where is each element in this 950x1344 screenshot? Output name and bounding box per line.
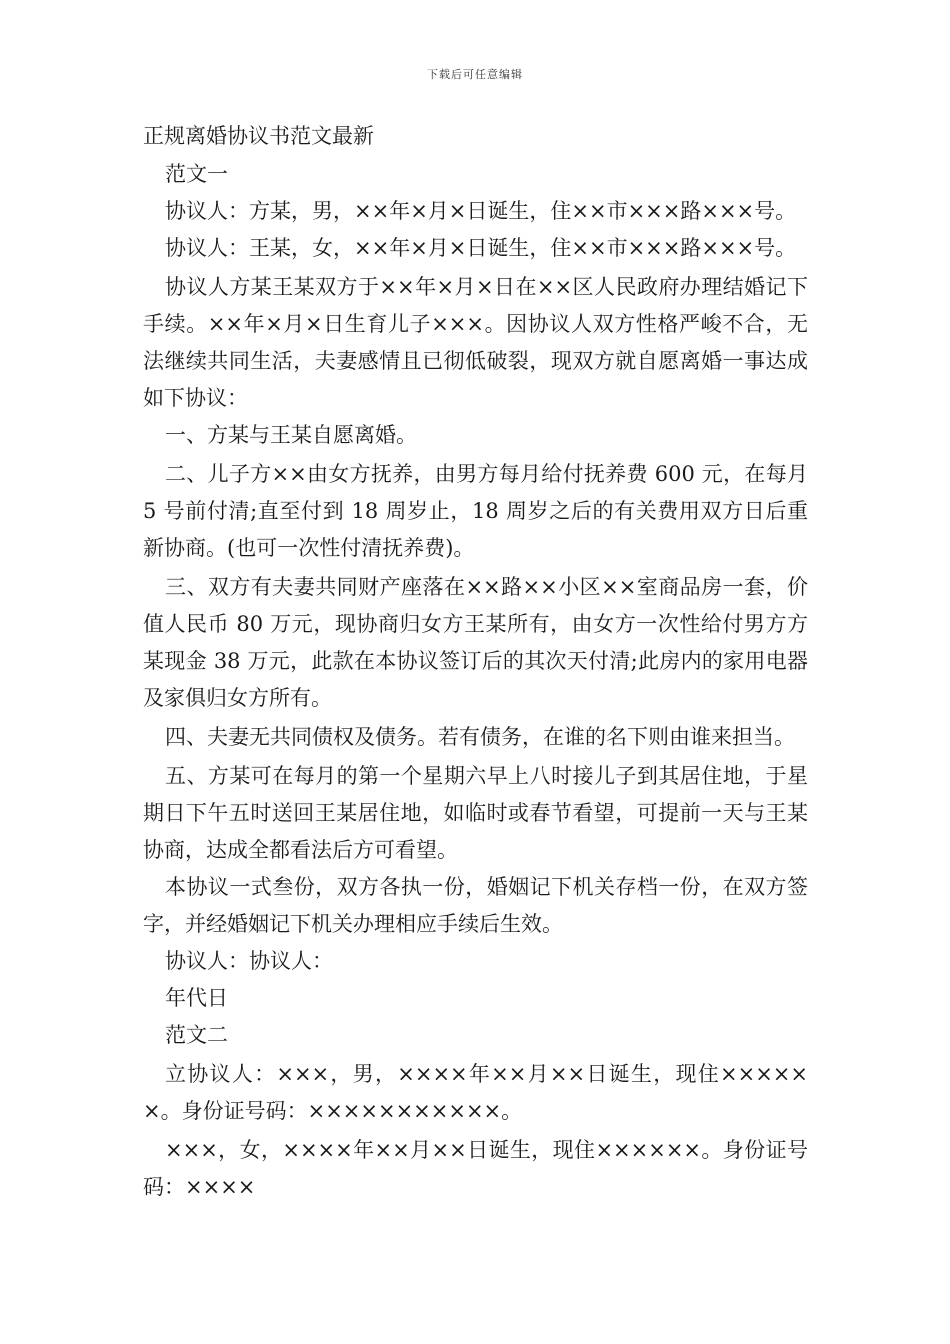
paragraph-party-3: 立协议人：×××，男，××××年××月××日诞生，现住××××××。身份证号码：×××××××××××。 <box>143 1062 808 1123</box>
paragraph-background: 协议人方某王某双方于××年×月×日在××区人民政府办理结婚记下手续。××年×月×日生育儿子×××。因协议人双方性格严峻不合，无法继续共同生活，夫妻感情且已彻低破裂，现双方就自愿离婚一事达成如下协议： <box>143 275 808 410</box>
date-line: 年代日 <box>165 986 228 1010</box>
paragraph-party-4: ×××，女，××××年××月××日诞生，现住××××××。身份证号码：×××× <box>143 1138 808 1199</box>
paragraph-clause-1: 一、方某与王某自愿离婚。 <box>165 423 417 447</box>
paragraph-party-1: 协议人：方某，男，××年×月×日诞生，住××市×××路×××号。 <box>165 199 797 223</box>
section-heading-2: 范文二 <box>165 1023 228 1047</box>
document-body <box>143 118 808 1206</box>
paragraph-clause-4: 四、夫妻无共同债权及债务。若有债务，在谁的名下则由谁来担当。 <box>165 725 795 749</box>
paragraph-clause-2: 二、儿子方××由女方抚养，由男方每月给付抚养费 600 元，在每月 5 号前付清;直至付到 18 周岁止，18 周岁之后的有关费用双方日后重新协商。(也可一次性付清抚养费)。 <box>143 462 808 560</box>
header-note: 下载后可任意编辑 <box>427 68 523 81</box>
paragraph-party-2: 协议人：王某，女，××年×月×日诞生，住××市×××路×××号。 <box>165 236 797 260</box>
paragraph-clause-3: 三、双方有夫妻共同财产座落在××路××小区××室商品房一套，价值人民币 80 万元，现协商归女方王某所有，由女方一次性给付男方方某现金 38 万元，此款在本协议签订后的其次天付清;此房内的家用电器及家俱归女方所有。 <box>143 575 808 710</box>
signature-line: 协议人：协议人： <box>165 949 333 973</box>
document-title: 正规离婚协议书范文最新 <box>143 124 374 148</box>
paragraph-clause-5: 五、方某可在每月的第一个星期六早上八时接儿子到其居住地，于星期日下午五时送回王某居住地，如临时或春节看望，可提前一天与王某协商，达成全都看法后方可看望。 <box>143 764 808 862</box>
section-heading-1: 范文一 <box>165 162 228 186</box>
paragraph-copies: 本协议一式叁份，双方各执一份，婚姻记下机关存档一份，在双方签字，并经婚姻记下机关办理相应手续后生效。 <box>143 875 808 936</box>
